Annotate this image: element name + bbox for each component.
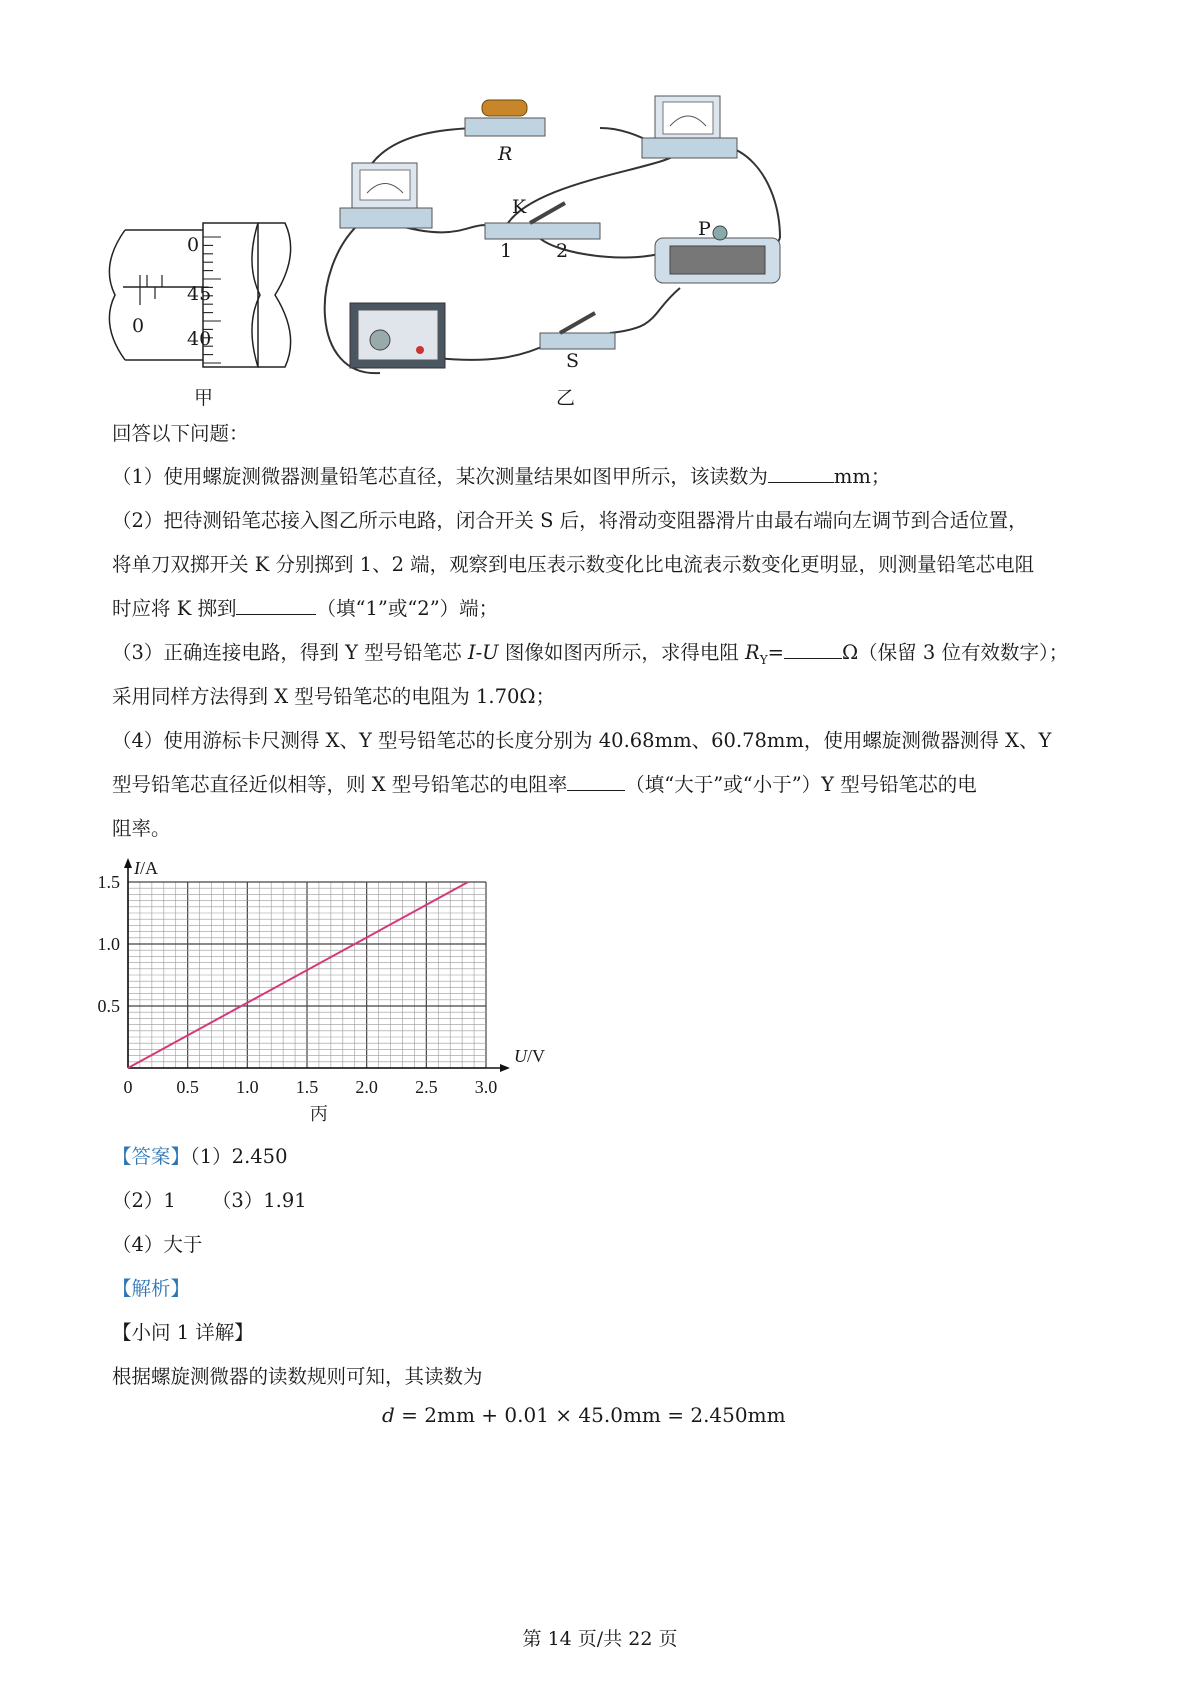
- y-tick-label: 1.0: [97, 934, 120, 954]
- q2-blank: [236, 596, 316, 615]
- question-2-line1: （2）把待测铅笔芯接入图乙所示电路，闭合开关 S 后，将滑动变阻器滑片由最右端向左调节到合适位置，: [112, 509, 1028, 532]
- page-footer: 第 14 页/共 22 页: [522, 1628, 678, 1650]
- y-tick-label: 0.5: [97, 996, 120, 1016]
- x-axis-arrow: [500, 1064, 510, 1072]
- x-tick-label: 2.5: [415, 1077, 438, 1097]
- iu-chart: [90, 848, 560, 1128]
- q3-rsub: Y: [759, 652, 768, 667]
- q4-line2-post: （填“大于”或“小于”）Y 型号铅笔芯的电: [625, 773, 977, 796]
- y-tick-label: 1.5: [97, 872, 120, 892]
- question-2-line3: [112, 593, 498, 621]
- thimble-label-45: 45: [187, 283, 212, 305]
- analysis-tag: 【解析】: [112, 1277, 191, 1300]
- q1-unit: mm；: [833, 465, 891, 488]
- answer-tag: 【答案】: [112, 1145, 191, 1168]
- question-4-line2: [112, 769, 977, 797]
- x-tick-label: 0: [123, 1077, 133, 1097]
- figure-bing-caption: 丙: [309, 1104, 328, 1124]
- analysis-text1: 根据螺旋测微器的读数规则可知，其读数为: [112, 1365, 483, 1388]
- x-axis-label: U/V: [514, 1046, 545, 1066]
- q3-mid: 图像如图丙所示，求得电阻: [498, 641, 746, 664]
- answer-1: （1）2.450: [190, 1145, 288, 1168]
- formula-rest: = 2mm + 0.01 × 45.0mm = 2.450mm: [394, 1403, 786, 1427]
- q3-post: Ω（保留 3 位有效数字）；: [841, 641, 1069, 664]
- label-R: R: [498, 143, 513, 165]
- thimble-label-0: 0: [187, 234, 200, 256]
- x-tick-label: 2.0: [355, 1077, 378, 1097]
- formula-var: d: [382, 1403, 395, 1427]
- label-S: S: [566, 350, 580, 372]
- question-2-line2: 将单刀双掷开关 K 分别掷到 1、2 端，观察到电压表示数变化比电流表示数变化更明显，则测量铅笔芯电阻: [112, 553, 1035, 576]
- question-intro: 回答以下问题：: [112, 422, 249, 445]
- answer-line1: [112, 1141, 288, 1169]
- q3-blank: [784, 640, 842, 659]
- label-1: 1: [500, 240, 513, 262]
- circuit-figure: [320, 88, 820, 383]
- analysis-formula: [382, 1403, 786, 1427]
- answer-4: （4）大于: [112, 1233, 203, 1256]
- q2-line3-pre: 时应将 K 掷到: [112, 597, 237, 620]
- figure-jia-caption: 甲: [194, 387, 214, 409]
- y-axis-arrow: [124, 858, 132, 868]
- label-K: K: [512, 196, 527, 218]
- question-1: [112, 461, 890, 489]
- q3-r: R: [745, 641, 760, 664]
- question-3-line1: [112, 637, 1068, 667]
- label-P: P: [698, 218, 711, 240]
- x-tick-label: 1.5: [295, 1077, 319, 1097]
- x-tick-label: 0.5: [176, 1077, 199, 1097]
- answer-2: （2）1: [112, 1189, 176, 1212]
- x-tick-label: 1.0: [236, 1077, 259, 1097]
- q2-line3-post: （填“1”或“2”）端；: [316, 597, 499, 620]
- q4-blank: [567, 772, 625, 791]
- q1-text: （1）使用螺旋测微器测量铅笔芯直径，某次测量结果如图甲所示，该读数为: [112, 465, 768, 488]
- sleeve-label-0: 0: [132, 315, 145, 337]
- question-3-line2: 采用同样方法得到 X 型号铅笔芯的电阻为 1.70Ω；: [112, 685, 556, 708]
- q1-blank: [768, 464, 834, 483]
- thimble-label-40: 40: [187, 328, 212, 350]
- q3-pre: （3）正确连接电路，得到 Y 型号铅笔芯: [112, 641, 468, 664]
- q4-line2-pre: 型号铅笔芯直径近似相等，则 X 型号铅笔芯的电阻率: [112, 773, 568, 796]
- y-axis-label: I/A: [134, 858, 158, 878]
- q3-iu: I-U: [467, 641, 499, 664]
- q3-eq: =: [767, 641, 784, 664]
- x-tick-label: 3.0: [474, 1077, 498, 1097]
- analysis-sub1: 【小问 1 详解】: [112, 1321, 254, 1344]
- question-4-line1: （4）使用游标卡尺测得 X、Y 型号铅笔芯的长度分别为 40.68mm、60.78mm，使用螺旋测微器测得 X、Y: [112, 729, 1052, 752]
- figure-yi-caption: 乙: [556, 387, 576, 409]
- label-2: 2: [556, 240, 569, 262]
- answer-line2: [112, 1185, 307, 1213]
- answer-3: （3）1.91: [211, 1189, 307, 1212]
- question-4-line3: 阻率。: [112, 817, 171, 840]
